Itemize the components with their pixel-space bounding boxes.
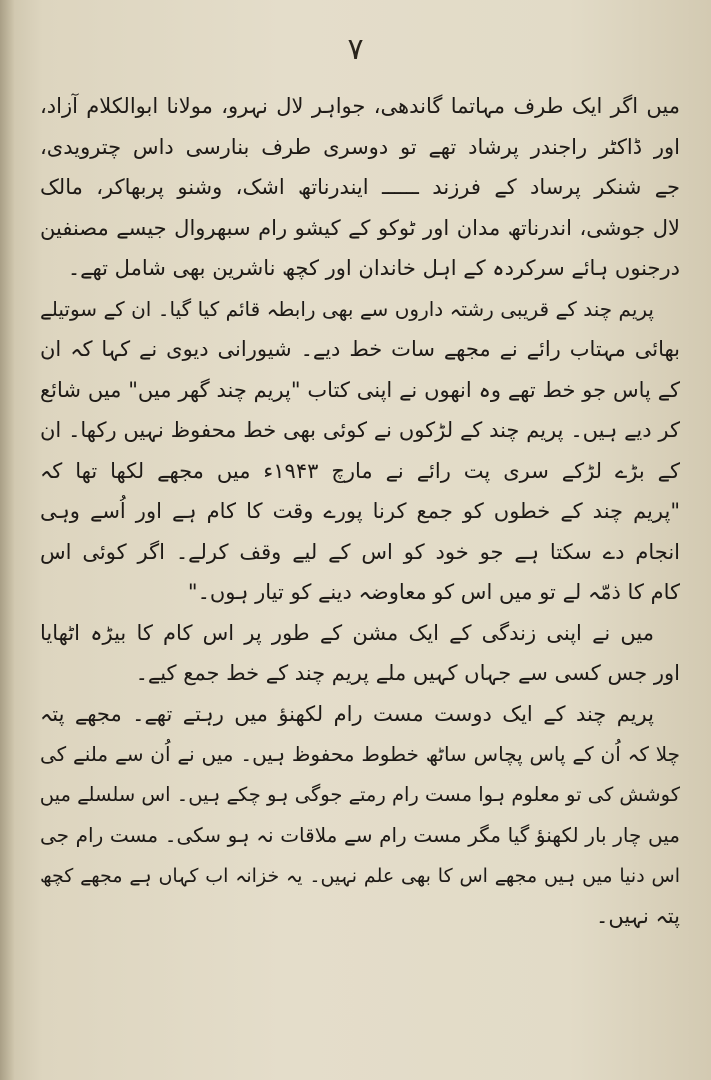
text-line: کر دیے ہیں۔ پریم چند کے لڑکوں نے کوئی بھی خط محفوظ نہیں رکھا۔ ان — [40, 418, 680, 442]
text-line: پریم چند کے ایک دوست مست رام لکھنؤ میں رہتے تھے۔ مجھے پتہ — [40, 701, 654, 726]
text-line: اس دنیا میں ہیں مجھے اس کا بھی علم نہیں۔ یہ خزانہ اب کہاں ہے مجھے کچھ — [40, 864, 680, 887]
text-line: اور ڈاکٹر راجندر پرشاد تھے تو دوسری طرف بنارسی داس چترویدی، — [40, 134, 680, 159]
text-line: جے شنکر پرساد کے فرزند ــــــ ایندرناتھ اشک، وشنو پربھاکر، مالک — [40, 175, 680, 199]
text-line: میں چار بار لکھنؤ گیا مگر مست رام سے ملاقات نہ ہو سکی۔ مست رام جی — [40, 823, 680, 847]
text-line: اور جس کسی سے جہاں کہیں ملے پریم چند کے خط جمع کیے۔ — [135, 661, 680, 685]
text-line: بھائی مہتاب رائے نے مجھے سات خط دیے۔ شیورانی دیوی نے کہا کہ ان — [40, 337, 680, 361]
text-line: درجنوں ہائے سرکردہ کے اہل خاندان اور کچھ ناشرین بھی شامل تھے۔ — [67, 256, 680, 280]
text-line: کام کا ذمّہ لے تو میں اس کو معاوضہ دینے کو تیار ہوں۔" — [187, 580, 680, 604]
body-text — [40, 86, 680, 937]
page-number: ۷ — [347, 32, 364, 67]
text-line: کے بڑے لڑکے سری پت رائے نے مارچ ۱۹۴۳ء میں مجھے لکھا تھا کہ — [40, 458, 680, 483]
page-spine-shadow — [0, 0, 14, 1080]
text-line: میں نے اپنی زندگی کے ایک مشن کے طور پر اس کام کا بیڑہ اٹھایا — [40, 620, 654, 645]
text-line: "پریم چند کے خطوں کو جمع کرنا پورے وقت کا کام ہے اور اُسے وہی — [40, 499, 680, 523]
text-line: پریم چند کے قریبی رشتہ داروں سے بھی رابطہ قائم کیا گیا۔ ان کے سوتیلے — [40, 296, 654, 321]
text-line: چلا کہ اُن کے پاس پچاس ساٹھ خطوط محفوظ ہیں۔ میں نے اُن سے ملنے کی — [40, 742, 680, 766]
text-line: پتہ نہیں۔ — [596, 904, 680, 928]
text-line: انجام دے سکتا ہے جو خود کو اس کے لیے وقف کرلے۔ اگر کوئی اس — [40, 539, 680, 564]
text-line: لال جوشی، اندرناتھ مدان اور ٹوکو کے کیشو رام سبھروال جیسے مصنفین — [40, 215, 680, 240]
text-line: میں اگر ایک طرف مہاتما گاندھی، جواہر لال نہرو، مولانا ابوالکلام آزاد، — [40, 94, 680, 118]
text-line: کوشش کی تو معلوم ہوا مست رام رمتے جوگی ہو چکے ہیں۔ اس سلسلے میں — [40, 782, 680, 806]
text-line: کے پاس جو خط تھے وہ انھوں نے اپنی کتاب "پریم چند گھر میں" میں شائع — [40, 377, 680, 402]
